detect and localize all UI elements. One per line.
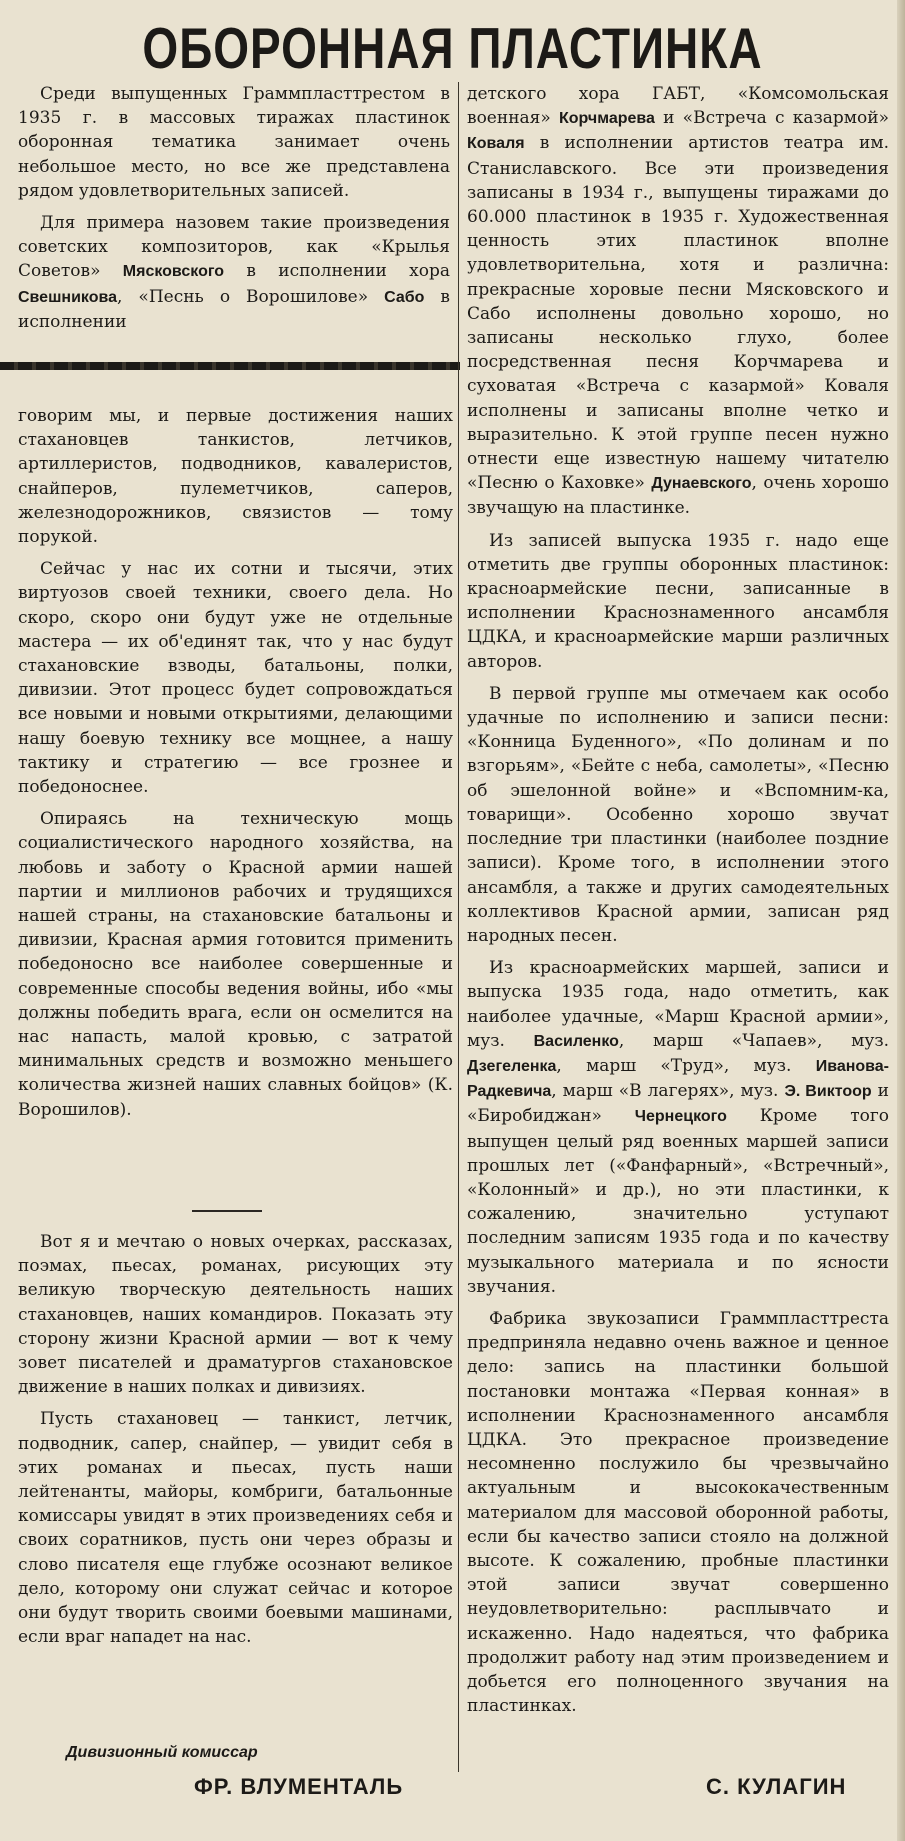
left-column-lower bbox=[18, 1230, 453, 1649]
author-rank: Дивизионный комиссар bbox=[66, 1744, 258, 1761]
column-divider bbox=[458, 82, 459, 1772]
right-paragraph-3: В первой группе мы отмечаем как особо удачные по исполнению и записи песни: «Конница Буденного», «По долинам и по взгорьям», «Бейте с неба, самолеты», «Песню об эшелонной войне» и «Вспомним-ка, товарищи». Особенно хорошо звучат последние три пластинки (наиболее поздние записи). Кроме того, в исполнении этого ансамбля, а также и других самодеятельных коллективов Красной армии, записан ряд народных песен. bbox=[467, 683, 889, 946]
intro-paragraph-1: Среди выпущенных Граммпласттрестом в 1935 г. в массовых тиражах пластинок оборонная тематика занимает очень небольшое место, но все же представлена рядом удовлетворительных записей. bbox=[18, 84, 450, 201]
right-paragraph-1 bbox=[467, 82, 889, 521]
right-paragraph-4 bbox=[467, 956, 889, 1299]
text-run: детского хора ГАБТ, «Комсомольская военная» bbox=[467, 84, 889, 129]
section-divider bbox=[0, 362, 460, 370]
right-paragraph-5: Фабрика звукозаписи Граммпласттреста предприняла недавно очень важное и ценное дело: запись на пластинки большой постановки монтажа «Первая конная» в исполнении Краснознаменного ансамбля ЦДКА. Это прекрасное произведение несомненно послужило бы чрезвычайно актуальным и высококачественным материалом для массовой оборонной работы, если бы качество записи стояло на должной высоте. К сожалению, пробные пластинки этой записи звучат совершенно неудовлетворительно: расплывчато и искаженно. Надо надеяться, что фабрика продолжит работу над этим произведением и добьется его полноценного звучания на пластинках. bbox=[467, 1308, 889, 1717]
article-title: ОБОРОННАЯ ПЛАСТИНКА bbox=[142, 15, 763, 81]
composer-name: Корчмарева bbox=[559, 110, 655, 128]
left-paragraph-4: Вот я и мечтаю о новых очерках, рассказах, поэмах, пьесах, романах, рисующих эту великую творческую деятельность наших стахановцев, наших командиров. Показать эту сторону жизни Красной армии — вот к чему зовет писателей и драматургов стахановское движение в наших полках и дивизиях. bbox=[18, 1232, 453, 1398]
left-paragraph-1: говорим мы, и первые достижения наших стахановцев танкистов, летчиков, артиллеристов, подводников, кавалеристов, снайперов, пулеметчиков, саперов, железнодорожников, связистов — тому порукой. bbox=[18, 406, 453, 548]
text-run: в исполнении хора bbox=[224, 261, 450, 282]
composer-name: Мясковского bbox=[122, 263, 225, 281]
text-run: и «Встреча с казармой» bbox=[654, 108, 889, 129]
text-run: в исполнении артистов театра им. Станиславского. Все эти произведения записаны в 1934 г., выпущены тиражами до 60.000 пластинок в 1935 г. Художественная ценность этих пластинок вполне удовлетворительна, хотя и различна: прекрасные хоровые песни Мясковского и Сабо исполнены довольно хорошо, но записаны несколько глухо, более посредственная песня Корчмарева и суховатая «Встреча с казармой» Коваля исполнены и записаны вполне четко и выразительно. К этой группе песен нужно отнести еще известную нашему читателю «Песню о Каховке» bbox=[467, 133, 889, 494]
right-column bbox=[467, 82, 889, 1718]
text-run: Кроме того выпущен целый ряд военных маршей записи прошлых лет («Фанфарный», «Встречный», «Колонный» и др.), но эти пластинки, к сожалению, значительно уступают последним записям 1935 года и по качеству музыкального материала и по ясности звучания. bbox=[467, 1106, 889, 1297]
page-edge bbox=[897, 0, 905, 1841]
text-run: в исполнении bbox=[18, 286, 450, 332]
composer-name: Сабо bbox=[384, 288, 425, 306]
conductor-name: Свешникова bbox=[18, 288, 118, 306]
intro-paragraph-2 bbox=[18, 211, 450, 334]
left-column bbox=[18, 404, 453, 1122]
text-run: Из красноармейских маршей, записи и выпуска 1935 года, надо отметить, как наиболее удачные, «Марш Красной армии», муз. bbox=[467, 958, 889, 1051]
intro-block bbox=[18, 82, 450, 334]
right-paragraph-2: Из записей выпуска 1935 г. надо еще отметить две группы оборонных пластинок: красноармейские песни, записанные в исполнении Краснознаменного ансамбля ЦДКА, и красноармейские марши различных авторов. bbox=[467, 530, 889, 672]
composer-name: Э. Виктоор bbox=[784, 1083, 872, 1101]
author-signature-right: С. КУЛАГИН bbox=[706, 1774, 847, 1799]
text-run: , очень хорошо звучащую на пластинке. bbox=[467, 473, 890, 519]
text-run: , марш «В лагерях», муз. bbox=[551, 1081, 785, 1102]
text-run: Для примера назовем такие произведения советских композиторов, как «Крылья Советов» bbox=[18, 213, 450, 282]
author-signature-left: ФР. ВЛУМЕНТАЛЬ bbox=[194, 1774, 404, 1799]
composer-name: Коваля bbox=[467, 135, 525, 153]
composer-name: Василенко bbox=[533, 1032, 619, 1050]
composer-name: Чернецкого bbox=[634, 1108, 727, 1126]
text-run: , «Песнь о Ворошилове» bbox=[117, 286, 385, 307]
composer-name: Дунаевского bbox=[651, 475, 752, 493]
composer-name: Дзегеленка bbox=[467, 1057, 557, 1075]
text-run: , марш «Труд», муз. bbox=[556, 1055, 816, 1076]
left-paragraph-5: Пусть стахановец — танкист, летчик, подводник, сапер, снайпер, — увидит себя в этих романах и пьесах, пусть наши лейтенанты, майоры, комбриги, батальонные комиссары увидят в этих произведениях себя и своих соратников, пусть они через образы и слово писателя еще глубже осознают великое дело, которому они служат сейчас и которое они будут творить своими боевыми машинами, если враг нападет на нас. bbox=[18, 1409, 453, 1648]
text-run: и «Биробиджан» bbox=[467, 1081, 889, 1127]
text-run: , марш «Чапаев», муз. bbox=[618, 1030, 889, 1051]
composer-name: Иванова-Радкевича bbox=[467, 1057, 889, 1101]
left-paragraph-2: Сейчас у нас их сотни и тысячи, этих виртуозов своей техники, своего дела. Но скоро, скоро они будут уже не отдельные мастера — их об'единят так, что у нас будут стахановские взводы, батальоны, полки, дивизии. Этот процесс будет сопровождаться все новыми и новыми открытиями, делающими нашу боевую технику все мощнее, а нашу тактику и стратегию — все грознее и победоноснее. bbox=[18, 559, 453, 798]
short-divider bbox=[192, 1210, 262, 1212]
left-paragraph-3: Опираясь на техническую мощь социалистического народного хозяйства, на любовь и заботу о Красной армии нашей партии и миллионов рабочих и трудящихся нашей страны, на стахановские батальоны и дивизии, Красная армия готовится применить победоносно все наиболее совершенные и современные способы ведения войны, ибо «мы должны победить врага, если он осмелится на нас напасть, малой кровью, с затратой минимальных средств и возможно меньшего количества жизней наших славных бойцов» (К. Ворошилов). bbox=[18, 809, 453, 1120]
